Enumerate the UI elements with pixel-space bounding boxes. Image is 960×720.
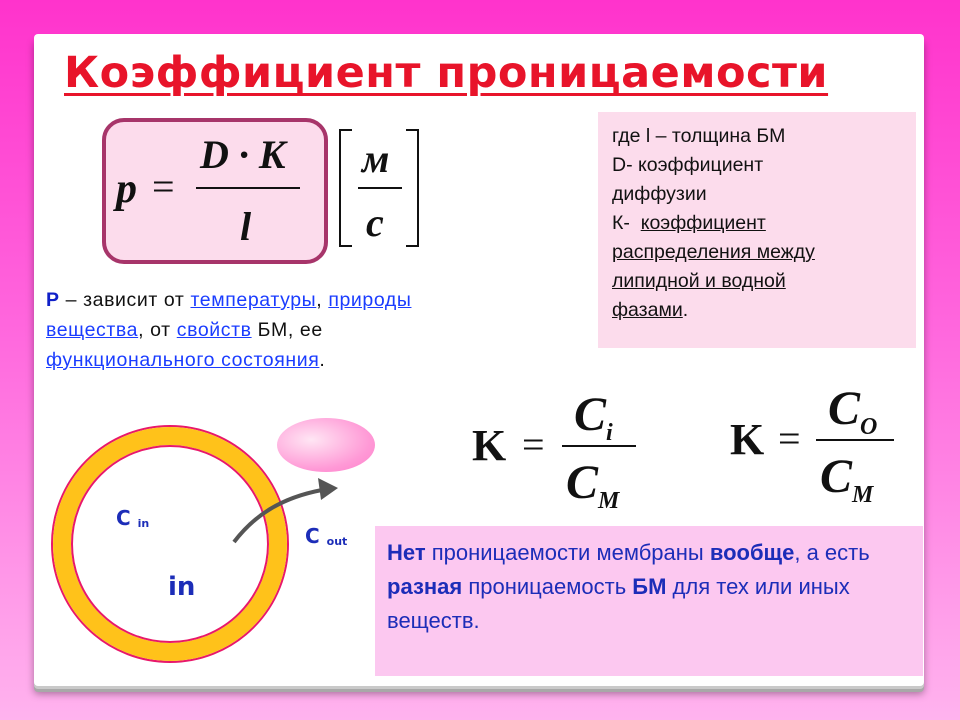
conclusion-bold-4: БМ	[632, 574, 667, 599]
note-line-2: D- коэффициент	[612, 154, 764, 176]
k2-lhs: K	[730, 415, 765, 464]
formula-p-numerator: D · K	[200, 132, 286, 177]
cell-diagram	[40, 420, 380, 700]
in-label: in	[168, 572, 196, 602]
unit-right-bracket	[406, 130, 418, 246]
c-in-sub: in	[137, 517, 150, 530]
note-phases: фазами	[612, 299, 683, 321]
conclusion-bold-3: разная	[387, 574, 463, 599]
k1-numerator-sub: i	[606, 420, 613, 446]
p-text-2: ,	[316, 289, 329, 311]
membrane-ring-inner	[72, 446, 268, 642]
c-in-label	[116, 506, 149, 530]
slide-title: Коэффициент проницаемости	[64, 48, 829, 98]
formula-p-eq: =	[152, 164, 175, 209]
note-line-3: диффузии	[612, 183, 707, 205]
k1-numerator: C	[574, 388, 607, 441]
c-out-label	[305, 524, 347, 548]
k2-numerator: C	[828, 382, 861, 435]
k1-denominator-sub: M	[598, 488, 620, 514]
formula-k-inside	[470, 380, 660, 520]
formula-p-lhs: p	[116, 166, 137, 212]
conclusion-box	[375, 526, 923, 676]
formula-k-outside	[728, 376, 928, 516]
k2-denominator-sub: M	[852, 482, 874, 508]
k2-eq: =	[778, 416, 801, 461]
unit-denominator: с	[366, 200, 384, 245]
c-out-symbol: C	[305, 524, 320, 548]
k2-denominator: C	[820, 450, 853, 503]
conclusion-text-2: , а есть	[794, 540, 876, 565]
link-temperature[interactable]: температуры	[190, 289, 317, 311]
note-line-4	[612, 209, 908, 238]
conclusion-text-1: проницаемости мембраны	[425, 540, 710, 565]
k1-lhs: K	[472, 421, 507, 470]
link-properties[interactable]: свойств	[176, 319, 252, 341]
legend-note	[598, 112, 916, 348]
p-description	[46, 285, 446, 375]
note-line-6: липидной и водной	[612, 270, 786, 292]
conclusion-bold-2: вообще	[709, 540, 795, 565]
note-k-link: коэффициент	[640, 212, 766, 234]
p-text-3: , от	[138, 319, 177, 341]
p-text-1: – зависит от	[59, 289, 191, 311]
k2-numerator-sub: O	[860, 414, 878, 440]
p-symbol: Р	[46, 289, 60, 311]
permeability-formula	[100, 116, 440, 266]
note-line-5: распределения между	[612, 241, 815, 263]
conclusion-text-3: проницаемость	[462, 574, 633, 599]
conclusion-bold-1: Нет	[387, 540, 426, 565]
unit-left-bracket	[340, 130, 352, 246]
link-substance-nature[interactable]: природы вещества	[46, 289, 412, 341]
link-functional-state[interactable]: функционального состояния	[46, 349, 320, 371]
p-text-4: БМ, ее	[251, 319, 329, 341]
k1-eq: =	[522, 422, 545, 467]
note-k-prefix: К-	[612, 212, 641, 234]
unit-numerator: м	[362, 136, 390, 181]
conclusion-text-4: для тех или иных веществ.	[387, 574, 856, 633]
note-line-7	[612, 296, 908, 325]
note-period: .	[682, 299, 689, 321]
c-out-sub: out	[326, 535, 348, 548]
transport-arrowhead-icon	[318, 478, 338, 500]
formula-p-denominator: l	[240, 204, 252, 249]
k1-denominator: C	[566, 456, 599, 509]
c-in-symbol: C	[116, 506, 131, 530]
note-line-1: где l – толщина БМ	[612, 125, 786, 147]
p-text-5: .	[319, 349, 326, 371]
